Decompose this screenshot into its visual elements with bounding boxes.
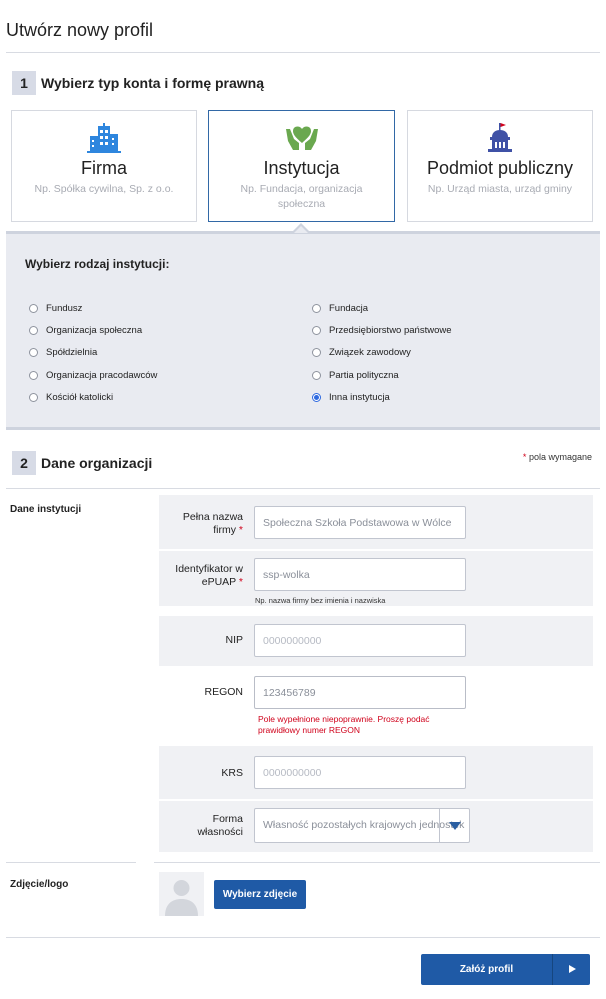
section-label-photo: Zdjęcie/logo [10,879,69,890]
full-name-input[interactable] [254,506,466,539]
card-subtitle: Np. Urząd miasta, urząd gminy [427,183,573,195]
radio-icon [29,348,38,357]
radio-fundusz[interactable]: Fundusz [29,303,82,314]
public-building-icon [485,123,515,158]
divider [6,937,600,938]
label-ownership: Forma własności [197,813,243,838]
krs-input[interactable] [254,756,466,789]
chevron-down-icon[interactable] [439,809,469,842]
play-arrow-icon [552,954,590,985]
divider [6,862,136,863]
required-fields-note: * pola wymagane [522,452,592,462]
section-label-dane-instytucji: Dane instytucji [10,504,82,515]
radio-icon [29,371,38,380]
institution-type-heading: Wybierz rodzaj instytucji: [25,257,170,271]
account-type-card-instytucja[interactable] [208,110,395,222]
ownership-select-value: Własność pozostałych krajowych jednostek [263,819,465,831]
account-type-card-podmiot-publiczny[interactable] [407,110,593,222]
radio-fundacja[interactable]: Fundacja [312,303,368,314]
regon-error-message: Pole wypełnione niepoprawnie. Proszę podać prawidłowy numer REGON [258,714,430,735]
radio-inna-instytucja[interactable]: Inna instytucja [312,392,390,403]
step-2-title: Dane organizacji [41,455,153,471]
radio-spoldzielnia[interactable]: Spółdzielnia [29,347,97,358]
label-epuap: Identyfikator w ePUAP * [175,563,243,588]
label-nip: NIP [225,634,243,646]
label-krs: KRS [221,767,243,779]
nip-input[interactable] [254,624,466,657]
card-subtitle: Np. Fundacja, organizacja społeczna [240,183,363,210]
radio-kosciol-katolicki[interactable]: Kościół katolicki [29,392,113,403]
divider [154,862,600,863]
radio-organizacja-spoleczna[interactable]: Organizacja społeczna [29,325,142,336]
create-profile-button[interactable] [421,954,590,985]
step-1-badge: 1 [12,71,36,95]
page-title: Utwórz nowy profil [6,20,154,40]
radio-icon [312,371,321,380]
epuap-input[interactable] [254,558,466,591]
card-title: Instytucja [263,158,340,178]
radio-icon [29,393,38,402]
label-full-name: Pełna nazwa firmy * [182,511,243,536]
radio-organizacja-pracodawcow[interactable]: Organizacja pracodawców [29,370,157,381]
ownership-select[interactable] [254,808,470,843]
radio-przedsiebiorstwo-panstwowe[interactable]: Przedsiębiorstwo państwowe [312,325,452,336]
create-profile-label: Załóż profil [459,964,514,975]
regon-input[interactable] [254,676,466,709]
card-subtitle: Np. Spółka cywilna, Sp. z o.o. [34,183,174,195]
account-type-card-firma[interactable] [11,110,197,222]
building-icon [87,123,121,158]
card-title: Podmiot publiczny [426,158,574,178]
divider [6,488,600,489]
radio-zwiazek-zawodowy[interactable]: Związek zawodowy [312,347,411,358]
radio-icon [312,393,321,402]
radio-partia-polityczna[interactable]: Partia polityczna [312,370,399,381]
choose-photo-button[interactable]: Wybierz zdjęcie [214,880,306,909]
radio-icon [29,326,38,335]
radio-icon [312,326,321,335]
radio-icon [29,304,38,313]
label-regon: REGON [204,686,243,698]
radio-icon [312,348,321,357]
divider [6,52,600,53]
hands-heart-icon [285,123,319,156]
card-title: Firma [81,158,127,178]
epuap-hint: Np. nazwa firmy bez imienia i nazwiska [255,596,386,605]
step-2-badge: 2 [12,451,36,475]
avatar-placeholder-icon [159,872,204,916]
radio-icon [312,304,321,313]
step-1-title: Wybierz typ konta i formę prawną [41,75,265,91]
